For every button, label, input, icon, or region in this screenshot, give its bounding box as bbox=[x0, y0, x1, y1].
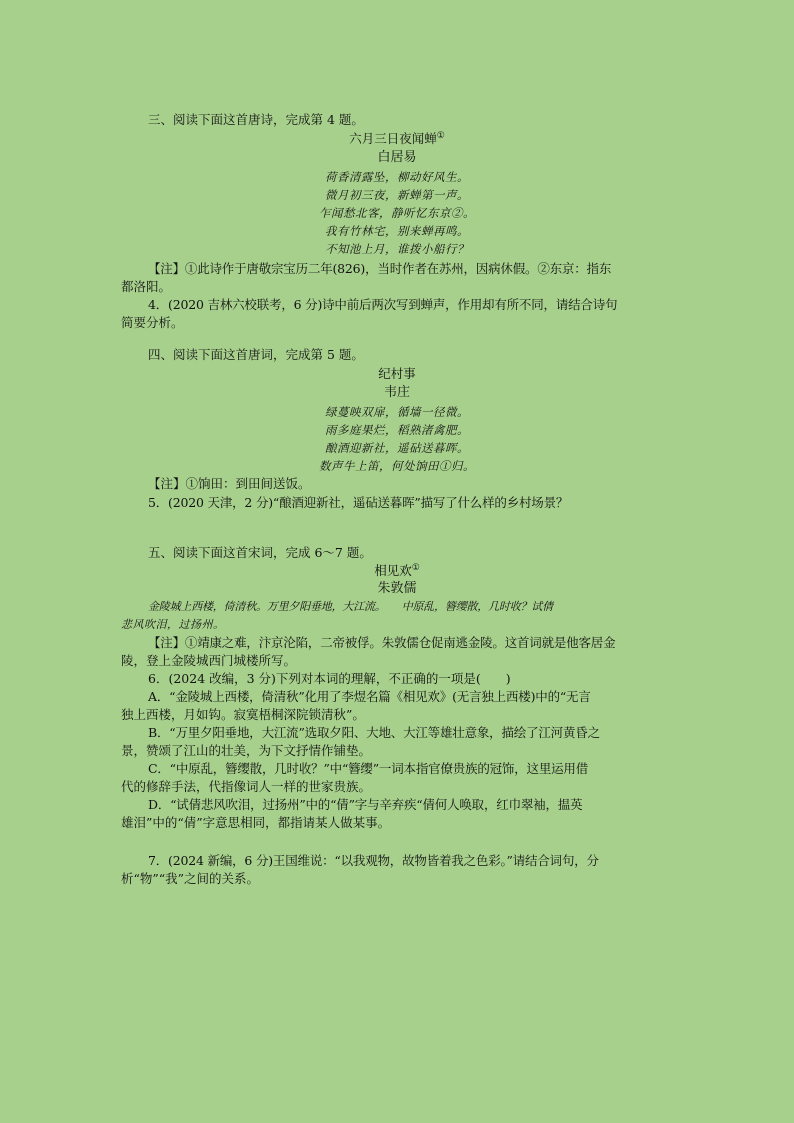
section5-title-text: 相见欢 bbox=[374, 563, 412, 578]
section5-heading: 五、阅读下面这首宋词，完成 6～7 题。 bbox=[148, 545, 372, 560]
section3-poem-line-5: 不知池上月，谁拨小船行？ bbox=[325, 242, 469, 256]
section3-title-text: 六月三日夜闻蝉 bbox=[349, 131, 437, 146]
section5-poem-title bbox=[0, 562, 794, 580]
section3-poem-line-4: 我有竹林宅，别来蝉再鸣。 bbox=[325, 224, 469, 238]
section5-poem-author: 朱敦儒 bbox=[377, 581, 417, 596]
option-b-line-2: 景，赞颂了江山的壮美，为下文抒情作铺垫。 bbox=[121, 743, 372, 758]
section4-poem-line-3: 酿酒迎新社，遥砧送暮晖。 bbox=[325, 441, 469, 455]
option-d-line-1: D．“试倩悲风吹泪，过扬州”中的“倩”字与辛弃疾“倩何人唤取，红巾翠袖，揾英 bbox=[148, 797, 583, 812]
option-c-line-2: 代的修辞手法，代指像词人一样的世家贵族。 bbox=[121, 779, 372, 794]
section3-poem-title bbox=[0, 130, 794, 148]
section3-note-line-2: 都洛阳。 bbox=[121, 279, 172, 294]
section4-poem-title: 纪村事 bbox=[378, 366, 416, 381]
option-b-line-1: B．“万里夕阳垂地，大江流”选取夕阳、大地、大江等雄壮意象，描绘了江河黄昏之 bbox=[148, 725, 600, 740]
section4-poem-author: 韦庄 bbox=[383, 385, 410, 400]
section5-title-mark: ① bbox=[411, 562, 420, 573]
section3-poem-line-1: 荷香清露坠，柳动好风生。 bbox=[325, 170, 469, 184]
section4-note: 【注】①饷田：到田间送饭。 bbox=[148, 476, 311, 491]
option-a-line-1: A．“金陵城上西楼，倚清秋”化用了李煜名篇《相见欢》(无言独上西楼)中的“无言 bbox=[148, 689, 591, 704]
section5-poem-line-1: 金陵城上西楼，倚清秋。万里夕阳垂地，大江流。 中原乱，簪缨散，几时收？试倩 bbox=[148, 600, 553, 613]
question-7-line-1: 7．(2024 新编，6 分)王国维说：“以我观物，故物皆着我之色彩。”请结合词句，分 bbox=[148, 853, 599, 868]
section5-note-line-2: 陵，登上金陵城西门城楼所写。 bbox=[121, 653, 297, 668]
question-7-line-2: 析“物”“我”之间的关系。 bbox=[121, 871, 260, 886]
section3-title-mark: ① bbox=[436, 130, 445, 141]
section5-note-line-1: 【注】①靖康之难，汴京沦陷，二帝被俘。朱敦儒仓促南逃金陵。这首词就是他客居金 bbox=[148, 635, 616, 650]
option-a-line-2: 独上西楼，月如钩。寂寞梧桐深院锁清秋”。 bbox=[121, 707, 365, 722]
question-6: 6．(2024 改编，3 分)下列对本词的理解，不正确的一项是( ) bbox=[148, 671, 511, 686]
question-4-line-1: 4．(2020 吉林六校联考，6 分)诗中前后两次写到蝉声，作用却有所不同，请结合诗句 bbox=[148, 297, 618, 312]
option-d-line-2: 雄泪”中的“倩”字意思相同，都指请某人做某事。 bbox=[121, 815, 391, 830]
question-4-line-2: 简要分析。 bbox=[121, 315, 184, 330]
section3-poem-line-3: 乍闻愁北客，静听忆东京②。 bbox=[319, 206, 475, 220]
option-c-line-1: C．“中原乱，簪缨散，几时收？”中“簪缨”一词本指官僚贵族的冠饰，这里运用借 bbox=[148, 761, 589, 776]
section3-heading: 三、阅读下面这首唐诗，完成第 4 题。 bbox=[148, 112, 364, 127]
section3-poem-author: 白居易 bbox=[377, 150, 417, 165]
section3-poem-line-2: 微月初三夜，新蝉第一声。 bbox=[325, 188, 469, 202]
question-5: 5．(2020 天津，2 分)“酿酒迎新社，遥砧送暮晖”描写了什么样的乡村场景？ bbox=[148, 495, 569, 510]
section4-poem-line-1: 绿蔓映双扉，循墙一径微。 bbox=[325, 405, 469, 419]
section5-poem-line-2: 悲风吹泪，过扬州。 bbox=[121, 618, 225, 631]
section3-note-line-1: 【注】①此诗作于唐敬宗宝历二年(826)，当时作者在苏州，因病休假。②东京：指东 bbox=[148, 261, 612, 276]
section4-poem-line-4: 数声牛上笛，何处饷田①归。 bbox=[319, 459, 475, 473]
section4-heading: 四、阅读下面这首唐词，完成第 5 题。 bbox=[148, 347, 364, 362]
section4-poem-line-2: 雨多庭果烂，稻熟渚禽肥。 bbox=[325, 423, 469, 437]
